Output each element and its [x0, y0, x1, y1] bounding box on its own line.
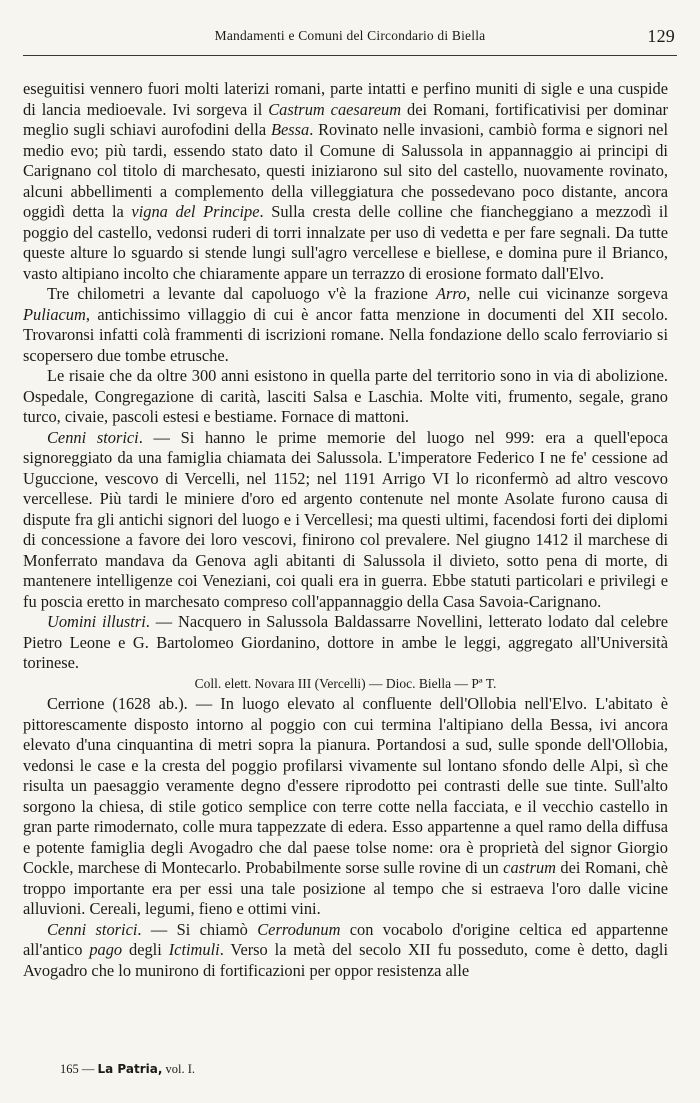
text-run: degli [122, 940, 169, 959]
italic-term: castrum [503, 858, 556, 877]
text-run: Le risaie che da oltre 300 anni esistono in quella parte del territorio sono in via di abolizione. Ospedale, Congregazione di carità, lasciti Salsa e Laschia. Molte viti, frumento, segale, grano turco, civaie, pascoli estesi e bestiame. Fornace di mattoni. [23, 366, 668, 426]
italic-term: Uomini illustri [47, 612, 146, 631]
paragraph-p4 [23, 428, 668, 613]
paragraph-p2 [23, 284, 668, 366]
text-run: . — Si hanno le prime memorie del luogo nel 999: era a quell'epoca signoreggiato da una famiglia chiamata dei Salussola. L'imperatore Federico I ne fe' cessione ad Uguccione, vescovo di Vercelli, nel 1152; nel 1191 Arrigo VI lo riconfermò ad altro vescovo vercellese. Più tardi le miniere d'oro ed argento contenute nel monte Asolate furono causa di dispute fra gli antichi signori del luogo e i Vercellesi; ma questi ultimi, facendosi forti dei diplomi di concessione a favore dei loro vescovi, finirono col prevalere. Nel giugno 1412 il marchese di Monferrato mandava da Genova agli abitanti di Salussola il divieto, sotto pena di morte, di mantenere intelligenze coi Veneziani, coi quali era in guerra. Ebbe statuti particolari e privilegi e fu poscia eretto in marchesato compreso coll'appannaggio della Casa Savoia-Carignano. [23, 427, 668, 611]
footer-sheet: 165 — [60, 1062, 95, 1076]
text-run: Cerrione (1628 ab.). — In luogo elevato al confluente dell'Ollobia nell'Elvo. L'abitato è pittorescamente disposto intorno al poggio con cui termina l'altipiano della Bessa, ivi ancora elevato d'una cinquantina di metri sopra la pianura. Portandosi a sud, sulle sponde dell'Ollobia, vedonsi le case e la cresta del poggio profilarsi vivamente sul lontano sfondo delle Alpi, sì che risulta un paesaggio veramente degno d'essere riprodotto pei contrasti delle sue tinte. Sull'alto sorgono la chiesa, di stile gotico semplice con terre cotte nella facciata, e il vecchio castello in gran parte rimodernato, colle mura tappezzate di edera. Esso appartenne a quel ramo della diffusa e potente famiglia degli Avogadro che dal paese tolse nome: ora è proprietà del signor Giorgio Cockle, marchese di Montecarlo. Probabilmente sorse sulle rovine di un [23, 694, 668, 877]
italic-term: Puliacum [23, 304, 86, 324]
paragraph-p5 [23, 612, 668, 674]
text-body [23, 79, 668, 981]
salussola-section [23, 79, 668, 674]
text-run: . Rovinato nelle invasioni, cambiò forma e signori nel medio evo; più tardi, essendo stato dato il Comune di Salussola in appannaggio ai principi di Carignano col titolo di marchesato, questi iniziarono sul sito del castello, nuovamente rovinato, alcuni abbellimenti a complemento della villeggiatura che possedevano poco distante, ancora oggidì detta la [23, 120, 668, 221]
italic-term: Cenni storici [47, 427, 139, 447]
paragraph-p1 [23, 79, 668, 284]
collegio-line: Coll. elett. Novara III (Vercelli) — Dioc. Biella — Pª T. [194, 675, 497, 691]
paragraph-p6 [23, 694, 668, 920]
text-run: dei Romani, fortificativisi per dominar meglio sugli schiavi aurofodini della [23, 99, 668, 139]
page-number: 129 [647, 26, 675, 46]
running-header [23, 26, 677, 50]
footer-volume: vol. I. [165, 1062, 196, 1076]
running-title: Mandamenti e Comuni del Circondario di Biella [214, 28, 486, 43]
italic-term: Arro [435, 284, 467, 303]
text-run: . — Nacquero in Salussola Baldassarre Novellini, letterato lodato dal celebre Pietro Leone e G. Bartolomeo Giordanino, dottore in ambe le leggi, aggregato all'Università torinese. [23, 612, 668, 672]
paragraph-p3 [23, 366, 668, 428]
italic-term: Castrum caesareum [268, 99, 402, 119]
italic-term: pago [89, 940, 123, 959]
text-run: . Verso la metà del secolo XII fu posseduto, come è detto, dagli Avogadro che lo munirono di fortificazioni per oppor resistenza alle [23, 940, 668, 980]
text-run: . — Si chiamò [137, 919, 258, 939]
text-run: con vocabolo d'origine celtica ed appartenne all'antico [23, 919, 668, 959]
italic-term: Cerrodunum [257, 919, 341, 939]
italic-term: Cenni storici [47, 919, 138, 939]
text-run: dei Romani, chè troppo importante era per essi una tale posizione al tempo che si estraeva l'oro dalle vicine alluvioni. Cereali, legumi, fieno e ottimi vini. [23, 858, 669, 918]
cerrione-section [23, 694, 668, 981]
header-rule [23, 55, 677, 56]
footer-publication: La Patria, [97, 1062, 163, 1076]
italic-term: Ictimuli [168, 940, 220, 959]
paragraph-p7 [23, 920, 668, 982]
text-run: . Sulla cresta delle colline che fiancheggiano a mezzodì il poggio del castello, vedonsi ruderi di torri innalzate per uso di vedetta e per fare segnali. Da tutte queste alture lo sguardo si stende lungi sull'agro vercellese e biellese, e domina pure il Brianco, vasto altipiano incolto che chiaramente appare un terrazzo di erosione formato dall'Elvo. [23, 202, 668, 283]
text-run: , antichissimo villaggio di cui è ancor fatta menzione in documenti del XII secolo. Trovaronsi infatti colà frammenti di iscrizioni romane. Nella fondazione dello scalo ferroviario si scopersero due tombe etrusche. [23, 304, 668, 365]
text-run: , nelle cui vicinanze sorgeva [466, 284, 668, 303]
text-run: eseguitisi vennero fuori molti laterizi romani, parte intatti e perfino muniti di sigle e una cuspide di lancia medioevale. Ivi sorgeva il [23, 79, 668, 119]
italic-term: vigna del Principe [131, 202, 260, 221]
page-footer [60, 1062, 195, 1077]
italic-term: Bessa [270, 120, 310, 139]
text-run: Tre chilometri a levante dal capoluogo v'è la frazione [47, 284, 436, 303]
